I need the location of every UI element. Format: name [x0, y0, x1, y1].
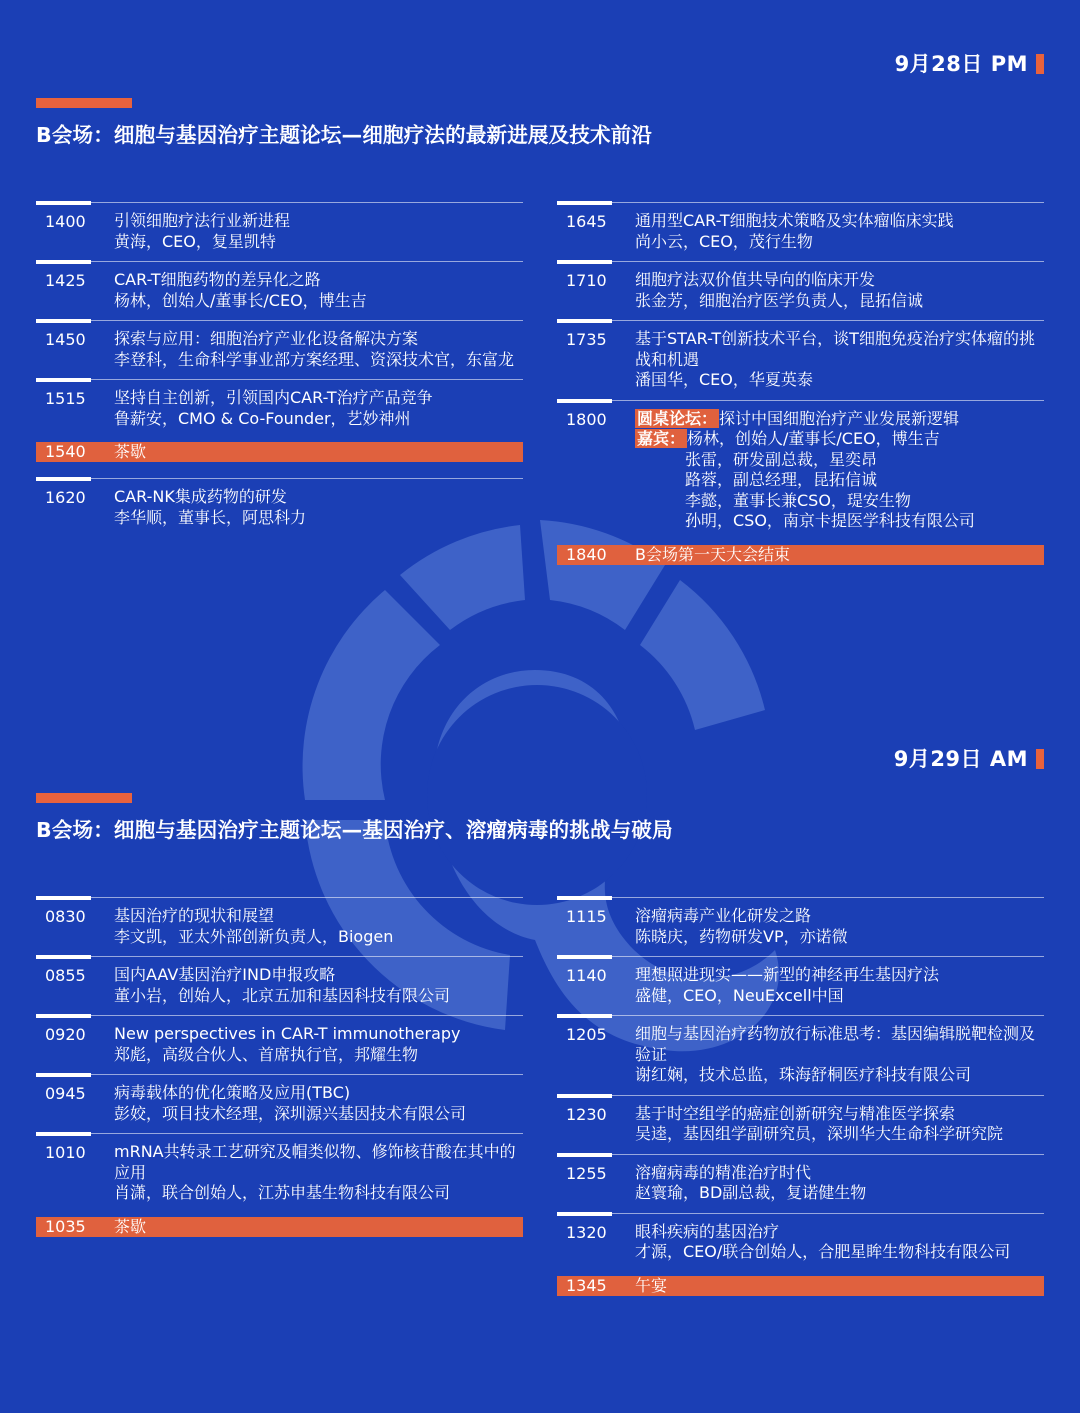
break-label: 茶歇 [114, 1216, 147, 1236]
agenda-topic: CAR-T细胞药物的差异化之路 [114, 270, 321, 289]
guest: 张雷，研发副总裁，星奕昂 [685, 449, 878, 469]
agenda-item [36, 320, 523, 379]
agenda-item [557, 1154, 1044, 1213]
agenda-item [36, 1074, 523, 1133]
agenda-speaker: 彭姣，项目技术经理，深圳源兴基因技术有限公司 [114, 1103, 467, 1123]
agenda-speaker: 张金芳，细胞治疗医学负责人，昆拓信诚 [635, 290, 924, 310]
agenda-speaker: 潘国华，CEO，华夏英泰 [635, 370, 813, 389]
agenda-time: 1620 [45, 488, 86, 507]
agenda-topic: 国内AAV基因治疗IND申报攻略 [114, 965, 336, 984]
agenda-topic: 细胞疗法双价值共导向的临床开发 [635, 270, 876, 289]
agenda-topic: 溶瘤病毒产业化研发之路 [635, 906, 812, 925]
agenda-speaker: 谢红娴，技术总监，珠海舒桐医疗科技有限公司 [635, 1065, 972, 1084]
agenda-topic: 坚持自主创新，引领国内CAR-T治疗产品竞争 [114, 388, 433, 407]
break-time: 1035 [45, 1216, 86, 1236]
session-title: B会场：细胞与基因治疗主题论坛—基因治疗、溶瘤病毒的挑战与破局 [36, 818, 673, 842]
agenda-topic: New perspectives in CAR-T immunotherapy [114, 1024, 461, 1043]
agenda-topic: mRNA共转录工艺研究及帽类似物、修饰核苷酸在其中的应用 [114, 1142, 516, 1182]
agenda-item [557, 897, 1044, 956]
agenda-topic: 眼科疾病的基因治疗 [635, 1221, 780, 1241]
guest: 孙明，CSO，南京卡提医学科技有限公司 [685, 511, 975, 530]
agenda-time: 1400 [45, 212, 86, 231]
agenda-time: 0945 [45, 1084, 86, 1103]
agenda-time: 1230 [566, 1104, 607, 1124]
guest: 杨林，创始人/董事长/CEO，博生吉 [687, 429, 940, 448]
agenda-item [557, 320, 1044, 400]
agenda-speaker: 尚小云，CEO，茂行生物 [635, 231, 813, 251]
break-bar [557, 545, 1044, 565]
agenda-speaker: 李华顺，董事长，阿思科力 [114, 507, 307, 527]
agenda-item [557, 1015, 1044, 1095]
agenda-speaker: 吴逵，基因组学副研究员，深圳华大生命科学研究院 [635, 1124, 1004, 1143]
agenda-item [36, 1133, 523, 1213]
agenda-speaker: 鲁薪安，CMO & Co-Founder，艺妙神州 [114, 408, 411, 428]
agenda-speaker: 李登科，生命科学事业部方案经理、资深技术官，东富龙 [114, 349, 515, 369]
agenda-speaker: 董小岩，创始人，北京五加和基因科技有限公司 [114, 985, 451, 1005]
agenda-speaker: 才源，CEO/联合创始人，合肥星眸生物科技有限公司 [635, 1242, 1011, 1261]
roundtable-label: 圆桌论坛： [637, 408, 718, 428]
agenda-speaker: 李文凯，亚太外部创新负责人，Biogen [114, 926, 394, 946]
agenda-time: 1140 [566, 966, 607, 985]
agenda-item [36, 478, 523, 537]
agenda-topic: 引领细胞疗法行业新进程 [114, 211, 291, 230]
agenda-topic: 理想照进现实——新型的神经再生基因疗法 [635, 965, 940, 984]
agenda-time: 0855 [45, 966, 86, 985]
guests-label: 嘉宾： [637, 429, 686, 448]
agenda-time: 1255 [566, 1163, 607, 1183]
guest: 李懿，董事长兼CSO，瑅安生物 [685, 490, 911, 510]
agenda-item [557, 261, 1044, 320]
session-2 [0, 695, 1080, 1395]
agenda-speaker: 黄海，CEO，复星凯特 [114, 231, 276, 251]
roundtable-item [557, 400, 1044, 541]
agenda-time: 1115 [566, 907, 607, 926]
agenda-item [36, 379, 523, 438]
agenda-speaker: 赵寰瑜，BD副总裁，复诺健生物 [635, 1183, 867, 1202]
agenda-item [557, 956, 1044, 1015]
agenda-topic: 基于时空组学的癌症创新研究与精准医学探索 [635, 1103, 956, 1123]
agenda-topic: 基因治疗的现状和展望 [114, 906, 275, 925]
agenda-item [557, 1213, 1044, 1272]
agenda-speaker: 杨林，创始人/董事长/CEO，博生吉 [114, 290, 367, 310]
roundtable-topic: 探讨中国细胞治疗产业发展新逻辑 [719, 408, 960, 428]
session-title: B会场：细胞与基因治疗主题论坛—细胞疗法的最新进展及技术前沿 [36, 123, 653, 147]
break-label: B会场第一天大会结束 [635, 544, 790, 564]
accent-bar [36, 793, 132, 803]
agenda-topic: 通用型CAR-T细胞技术策略及实体瘤临床实践 [635, 211, 954, 230]
agenda-topic: 细胞与基因治疗药物放行标准思考：基因编辑脱靶检测及验证 [635, 1024, 1036, 1064]
agenda-topic: 探索与应用：细胞治疗产业化设备解决方案 [114, 329, 419, 348]
agenda-topic: 溶瘤病毒的精准治疗时代 [635, 1162, 812, 1182]
agenda-item [557, 202, 1044, 261]
agenda-speaker: 盛健，CEO，NeuExcell中国 [635, 985, 844, 1005]
break-label: 茶歇 [114, 442, 147, 461]
break-bar [36, 1217, 523, 1237]
break-time: 1540 [45, 442, 86, 461]
agenda-item [36, 261, 523, 320]
agenda-item [36, 1015, 523, 1074]
session-1 [0, 0, 1080, 700]
agenda-column-right [557, 897, 1044, 1312]
break-label: 午宴 [635, 1275, 668, 1295]
agenda-time: 1320 [566, 1222, 607, 1242]
agenda-topic: 病毒载体的优化策略及应用(TBC) [114, 1083, 351, 1102]
agenda-time: 1645 [566, 212, 607, 231]
agenda-column-right [557, 202, 1044, 581]
accent-bar [36, 98, 132, 108]
break-bar [36, 442, 523, 462]
agenda-speaker: 肖潇，联合创始人，江苏申基生物科技有限公司 [114, 1183, 451, 1202]
agenda-time: 1800 [566, 409, 607, 429]
agenda-time: 1450 [45, 330, 86, 349]
break-time: 1345 [566, 1275, 607, 1295]
agenda-time: 1205 [566, 1025, 607, 1044]
agenda-time: 1735 [566, 330, 607, 349]
break-bar [557, 1276, 1044, 1296]
agenda-speaker: 陈晓庆，药物研发VP，亦诺微 [635, 926, 848, 946]
agenda-time: 1010 [45, 1143, 86, 1162]
agenda-item [557, 1095, 1044, 1154]
agenda-column-left [36, 202, 523, 537]
agenda-item [36, 956, 523, 1015]
agenda-topic: 基于STAR-T创新技术平台，谈T细胞免疫治疗实体瘤的挑战和机遇 [635, 329, 1035, 369]
agenda-column-left [36, 897, 523, 1253]
agenda-time: 1710 [566, 271, 607, 290]
agenda-time: 1425 [45, 271, 86, 290]
agenda-item [36, 202, 523, 261]
agenda-topic: CAR-NK集成药物的研发 [114, 487, 287, 506]
session-date: 9月29日 AM [894, 743, 1044, 773]
session-date: 9月28日 PM [895, 48, 1044, 78]
break-time: 1840 [566, 544, 607, 564]
agenda-time: 0920 [45, 1025, 86, 1044]
guest: 路蓉，副总经理，昆拓信诚 [685, 470, 878, 489]
agenda-time: 1515 [45, 389, 86, 408]
agenda-speaker: 郑彪，高级合伙人、首席执行官，邦耀生物 [114, 1044, 419, 1064]
agenda-time: 0830 [45, 907, 86, 926]
agenda-item [36, 897, 523, 956]
